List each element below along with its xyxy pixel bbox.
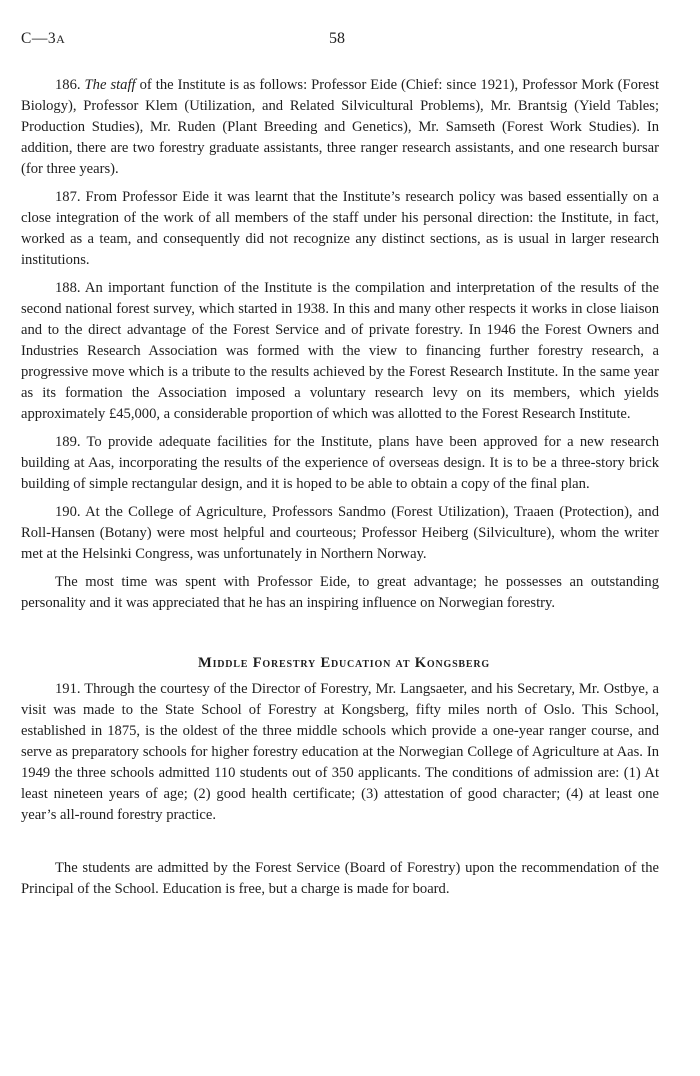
section-heading: Middle Forestry Education at Kongsberg	[198, 655, 490, 671]
document-page	[21, 30, 659, 900]
paragraph-189: 189. To provide adequate facilities for the Institute, plans have been approved for a new research building at Aas, incorporating the results of the experience of overseas design. It is to be a three-story brick building of simple rectangular design, and it is hoped to be able to obtain a copy of the final plan.	[21, 434, 659, 492]
paragraph-191: 191. Through the courtesy of the Director of Forestry, Mr. Langsaeter, and his Secretary, Mr. Ostbye, a visit was made to the State School of Forestry at Kongsberg, fifty miles north of Oslo. This School, established in 1875, is the oldest of the three middle schools which provide a one-year ranger course, and serve as preparatory schools for higher forestry education at the Norwegian College of Agriculture at Aas. In 1949 the three schools admitted 110 students out of 350 applicants. The conditions of admission are: (1) At least nineteen years of age; (2) good health certificate; (3) attestation of good character; (4) at least one year’s all-round forestry practice.	[21, 681, 659, 823]
reference-suffix: A	[56, 32, 66, 46]
paragraph-188: 188. An important function of the Institute is the compilation and interpretation of the results of the second national forest survey, which started in 1938. In this and many other respects it works in close liaison and to the direct advantage of the Forest Service and of private forestry. In 1946 the Forest Owners and Industries Research Association was formed with the view to financing further forestry research, a progressive move which is a tribute to the results achieved by the Forest Research Institute. In the same year as its formation the Association imposed a voluntary research levy on its members, which yields approximately £45,000, a considerable proportion of which was allotted to the Forest Research Institute.	[21, 280, 659, 422]
page-content	[21, 75, 659, 900]
page-number: 58	[329, 30, 345, 47]
document-reference	[21, 30, 65, 48]
paragraph-190-continued: The most time was spent with Professor Eide, to great advantage; he possesses an outstanding personality and it was appreciated that he has an inspiring influence on Norwegian forestry.	[21, 574, 659, 611]
paragraph-186: 186. The staff of the Institute is as follows: Professor Eide (Chief: since 1921), Professor Mork (Forest Biology), Professor Klem (Utilization, and Related Silvicultural Problems), Mr. Brantsig (Yield Tables; Production Studies), Mr. Ruden (Plant Breeding and Genetics), Mr. Samseth (Forest Work Studies). In addition, there are two forestry graduate assistants, three ranger research assistants, and one research bursar (for three years).	[21, 77, 660, 177]
paragraph-187: 187. From Professor Eide it was learnt that the Institute’s research policy was based essentially on a close integration of the work of all members of the staff under his personal direction: the Institute, in fact, worked as a team, and consequently did not recognize any distinct sections, as is usual in larger research institutions.	[21, 189, 659, 268]
reference-prefix: C—3	[21, 30, 57, 47]
emphasis-the-staff: The staff	[84, 77, 136, 93]
paragraph-191-continued: The students are admitted by the Forest Service (Board of Forestry) upon the recommendation of the Principal of the School. Education is free, but a charge is made for board.	[21, 860, 659, 897]
page-header	[21, 30, 659, 54]
paragraph-190: 190. At the College of Agriculture, Professors Sandmo (Forest Utilization), Traaen (Protection), and Roll-Hansen (Botany) were most helpful and courteous; Professor Heiberg (Silviculture), whom the writer met at the Helsinki Congress, was unfortunately in Northern Norway.	[21, 504, 659, 562]
